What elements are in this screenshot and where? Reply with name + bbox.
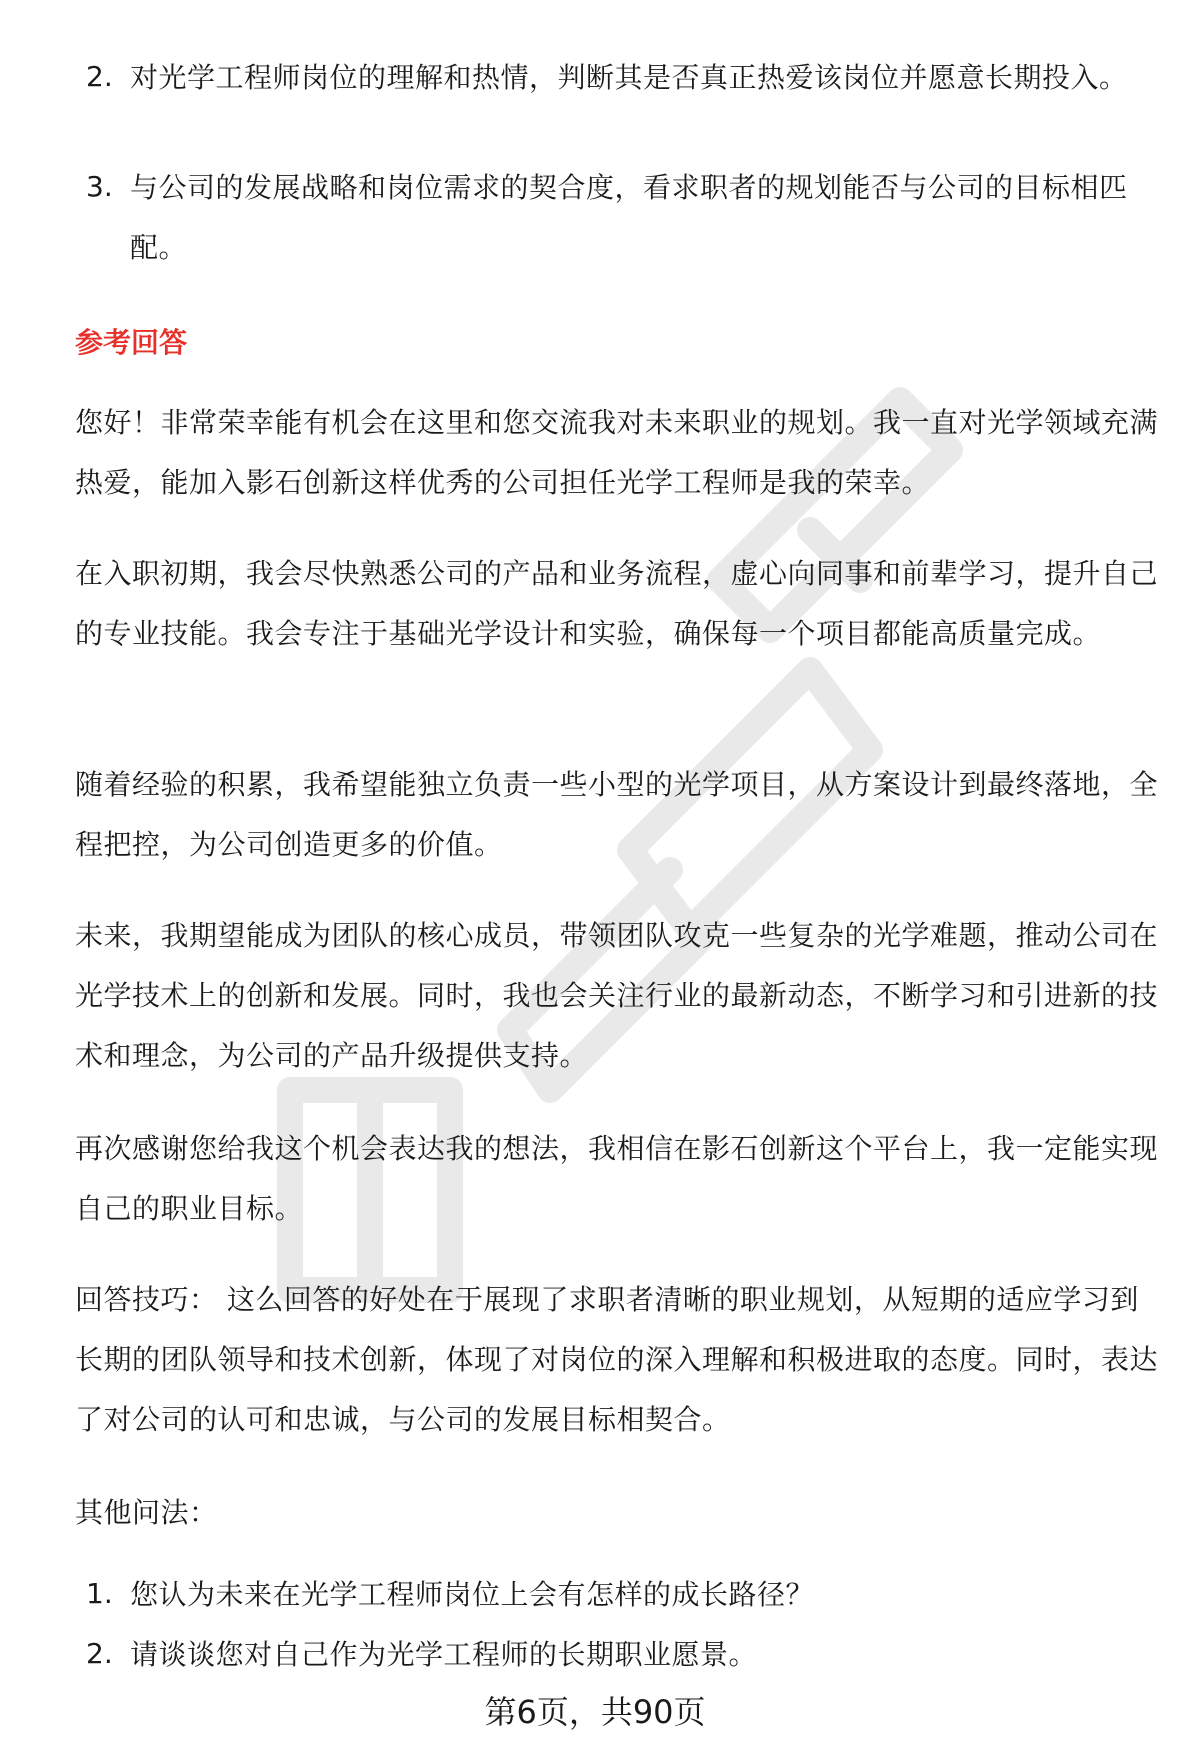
list-number: 1. bbox=[86, 1577, 113, 1610]
paragraph: 在入职初期，我会尽快熟悉公司的产品和业务流程，虚心向同事和前辈学习，提升自己的专业技能。我会专注于基础光学设计和实验，确保每一个项目都能高质量完成。 bbox=[75, 557, 1159, 650]
paragraph: 您好！非常荣幸能有机会在这里和您交流我对未来职业的规划。我一直对光学领域充满热爱，能加入影石创新这样优秀的公司担任光学工程师是我的荣幸。 bbox=[75, 406, 1159, 499]
list-text: 对光学工程师岗位的理解和热情，判断其是否真正热爱该岗位并愿意长期投入。 bbox=[130, 61, 1128, 94]
tips-paragraph: 回答技巧： 这么回答的好处在于展现了求职者清晰的职业规划，从短期的适应学习到长期的团队领导和技术创新，体现了对岗位的深入理解和积极进取的态度。同时，表达了对公司的认可和忠诚，与公司的发展目标相契合。 bbox=[75, 1283, 1159, 1436]
list-text: 您认为未来在光学工程师岗位上会有怎样的成长路径？ bbox=[130, 1578, 815, 1611]
paragraph: 未来，我期望能成为团队的核心成员，带领团队攻克一些复杂的光学难题，推动公司在光学技术上的创新和发展。同时，我也会关注行业的最新动态，不断学习和引进新的技术和理念，为公司的产品升级提供支持。 bbox=[75, 919, 1159, 1072]
list-text: 请谈谈您对自己作为光学工程师的长期职业愿景。 bbox=[130, 1638, 758, 1671]
page-footer: 第6页，共90页 bbox=[484, 1693, 706, 1731]
list-number: 2. bbox=[86, 60, 113, 93]
paragraph: 再次感谢您给我这个机会表达我的想法，我相信在影石创新这个平台上，我一定能实现自己的职业目标。 bbox=[75, 1132, 1159, 1225]
list-text: 与公司的发展战略和岗位需求的契合度，看求职者的规划能否与公司的目标相匹配。 bbox=[130, 171, 1128, 264]
list-number: 2. bbox=[86, 1637, 113, 1670]
paragraph: 随着经验的积累，我希望能独立负责一些小型的光学项目，从方案设计到最终落地，全程把控，为公司创造更多的价值。 bbox=[75, 768, 1159, 861]
list-number: 3. bbox=[86, 170, 113, 203]
section-heading: 参考回答 bbox=[75, 326, 188, 359]
other-questions-label: 其他问法： bbox=[75, 1496, 218, 1529]
